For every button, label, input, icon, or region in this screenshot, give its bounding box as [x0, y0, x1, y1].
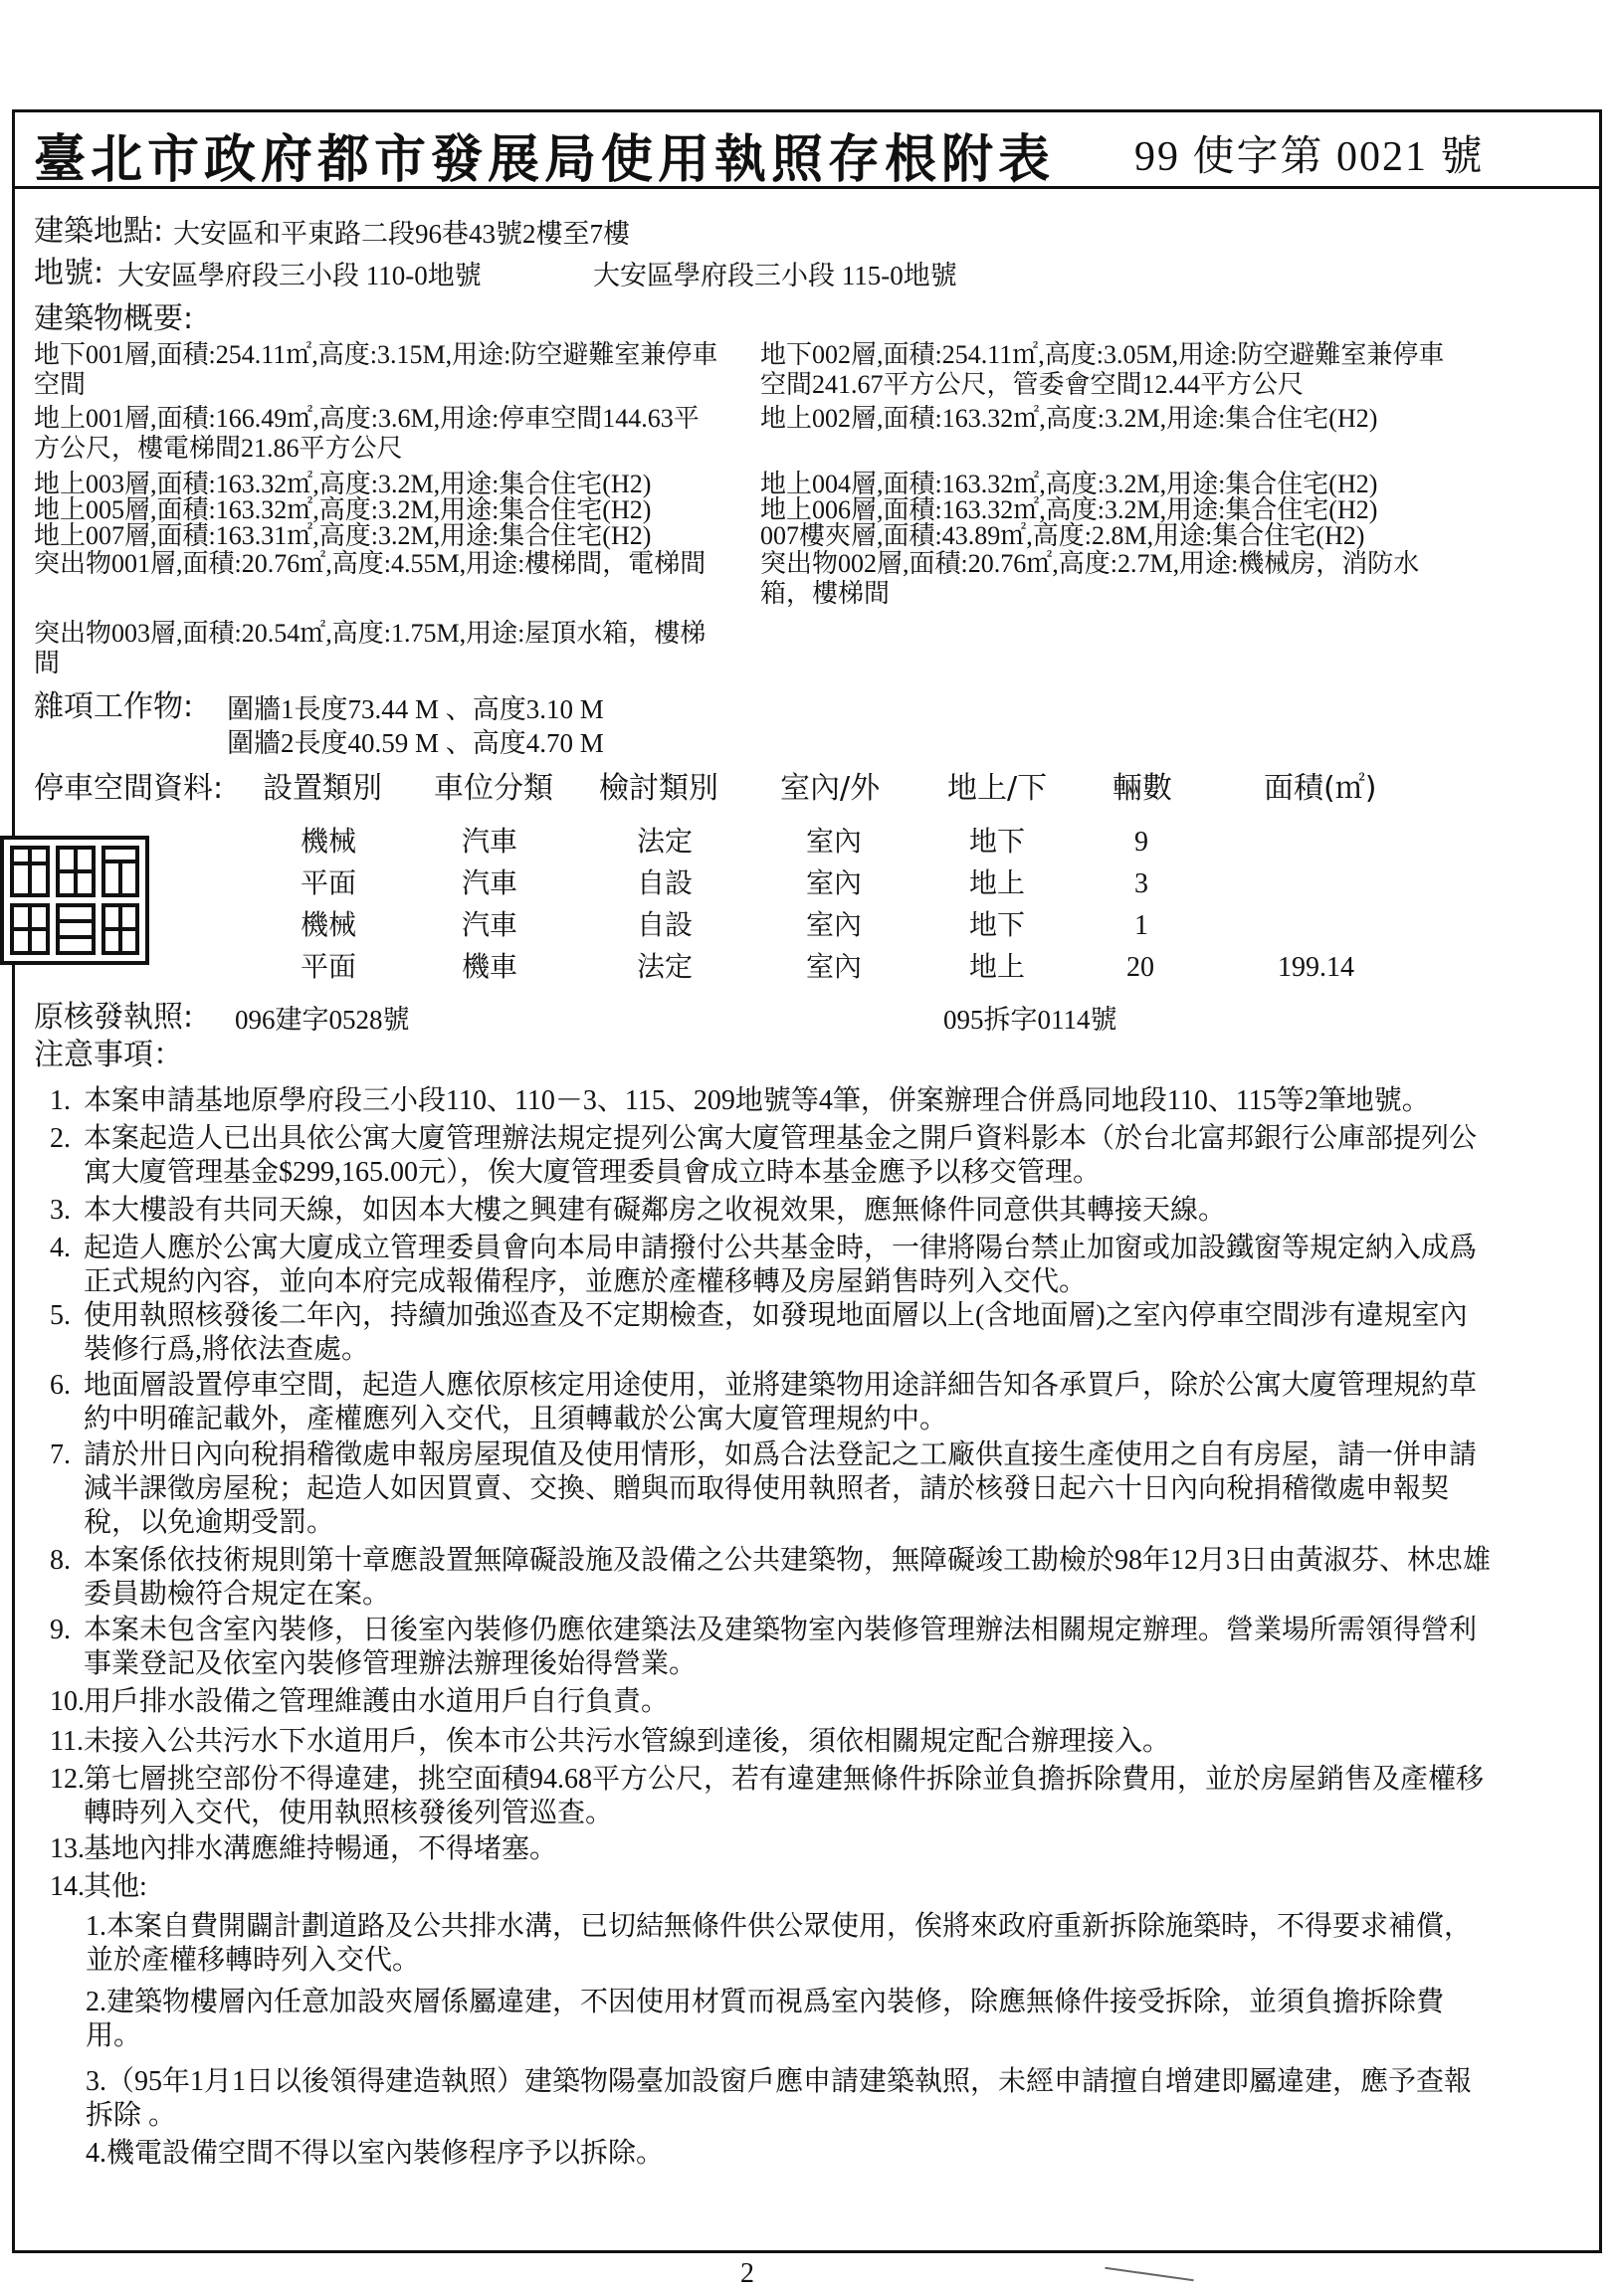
- parking-cell: 汽車: [462, 827, 518, 858]
- note-item: [50, 1232, 1493, 1299]
- note-item: [50, 1725, 1493, 1759]
- note-text: 本案起造人已出具依公寓大廈管理辦法規定提列公寓大廈管理基金之開戶資料影本（於台北富邦銀行公庫部提列公寓大廈管理基金$299,165.00元），俟大廈管理委員會成立時本基金應予以移交管理。: [84, 1123, 1478, 1188]
- note-number: 7.: [50, 1439, 71, 1470]
- lot-label: 地號:: [34, 256, 104, 290]
- parking-cell: 地下: [969, 827, 1026, 858]
- note-item: [50, 1438, 1493, 1540]
- parking-cell: 1: [1134, 910, 1148, 941]
- note-text: 本大樓設有共同天線，如因本大樓之興建有礙鄰房之收視效果，應無條件同意供其轉接天線。: [84, 1195, 1227, 1226]
- parking-cell: 199.14: [1278, 952, 1354, 983]
- parking-cell: 地下: [969, 910, 1026, 941]
- note-number: 3.: [50, 1195, 71, 1226]
- other-sub-item: 2.建築物樓層內任意加設夾層係屬違建，不因使用材質而視爲室內裝修，除應無條件接受拆除，並須負擔拆除費用。: [86, 1987, 1445, 2051]
- note-item: [50, 1870, 1493, 1904]
- parking-cell: 自設: [637, 910, 694, 941]
- parking-col-level: 地上/下: [947, 771, 1048, 806]
- note-number: 9.: [50, 1615, 71, 1645]
- parking-cell: 平面: [301, 952, 357, 983]
- floor-5f: 地上005層,面積:163.32㎡,高度:3.2M,用途:集合住宅(H2): [34, 495, 652, 524]
- parking-cell: 地上: [969, 952, 1026, 983]
- parking-cell: 汽車: [462, 868, 518, 899]
- floor-b2: 地下002層,面積:254.11㎡,高度:3.05M,用途:防空避難室兼停車: [760, 340, 1445, 369]
- note-item: [50, 1544, 1493, 1612]
- roof-r3-cont: 間: [34, 649, 61, 677]
- note-number: 4.: [50, 1233, 71, 1263]
- original-permit-label: 原核發執照:: [34, 1000, 194, 1035]
- lot-value-2: 大安區學府段三小段 115-0地號: [593, 261, 957, 290]
- note-text: 本案未包含室內裝修，日後室內裝修仍應依建築法及建築物室內裝修管理辦法相關規定辦理。營業場所需領得營利事業登記及依室內裝修管理辦法辦理後始得營業。: [84, 1615, 1478, 1679]
- note-item: [50, 1194, 1493, 1228]
- note-item: [50, 1369, 1493, 1436]
- parking-cell: 自設: [637, 868, 694, 899]
- parking-cell: 20: [1126, 952, 1154, 983]
- other-sub-item: 3.（95年1月1日以後領得建造執照）建築物陽臺加設窗戶應申請建築執照，未經申請擅自增建即屬違建，應予查報拆除 。: [86, 2066, 1473, 2131]
- notes-heading: 注意事項：: [34, 1038, 183, 1072]
- floor-3f: 地上003層,面積:163.32㎡,高度:3.2M,用途:集合住宅(H2): [34, 470, 652, 498]
- permit-number: 99 使字第 0021 號: [1134, 134, 1485, 180]
- note-item: [50, 1122, 1493, 1190]
- parking-cell: 室內: [806, 868, 863, 899]
- note-number: 2.: [50, 1123, 71, 1154]
- note-number: 12.: [50, 1764, 85, 1795]
- roof-r1: 突出物001層,面積:20.76㎡,高度:4.55M,用途:樓梯間，電梯間: [34, 549, 707, 578]
- original-permit-2: 095拆字0114號: [943, 1005, 1117, 1035]
- note-item: [50, 1084, 1493, 1118]
- parking-col-review: 檢討類別: [599, 771, 718, 806]
- page-number: 2: [740, 2258, 754, 2289]
- scan-mark: [1105, 2267, 1193, 2282]
- misc-heading: 雜項工作物:: [34, 689, 194, 724]
- parking-cell: 室內: [806, 910, 863, 941]
- parking-col-type: 設置類別: [263, 771, 382, 806]
- floor-b1: 地下001層,面積:254.11㎡,高度:3.15M,用途:防空避難室兼停車: [34, 340, 718, 369]
- note-number: 10.: [50, 1686, 85, 1717]
- original-permit-1: 096建字0528號: [235, 1005, 410, 1035]
- parking-cell: 地上: [969, 868, 1026, 899]
- note-text: 本案係依技術規則第十章應設置無障礙設施及設備之公共建築物，無障礙竣工勘檢於98年12月3日由黃淑芬、林忠雄委員勘檢符合規定在案。: [84, 1545, 1492, 1610]
- parking-cell: 室內: [806, 952, 863, 983]
- parking-col-indoor: 室內/外: [780, 771, 881, 806]
- note-text: 起造人應於公寓大廈成立管理委員會向本局申請撥付公共基金時，一律將陽台禁止加窗或加設鐵窗等規定納入成爲正式規約內容，並向本府完成報備程序，並應於產權移轉及房屋銷售時列入交代。: [84, 1233, 1478, 1297]
- note-text: 基地內排水溝應維持暢通，不得堵塞。: [84, 1833, 558, 1864]
- official-seal: [0, 836, 149, 965]
- seal-glyphs: [4, 840, 145, 961]
- note-number: 13.: [50, 1833, 85, 1864]
- roof-r2-cont: 箱，樓梯間: [760, 579, 891, 608]
- overview-heading: 建築物概要:: [34, 301, 194, 336]
- parking-cell: 汽車: [462, 910, 518, 941]
- floor-7f: 地上007層,面積:163.31㎡,高度:3.2M,用途:集合住宅(H2): [34, 521, 652, 550]
- other-sub-item: 1.本案自費開闢計劃道路及公共排水溝，已切結無條件供公眾使用，俟將來政府重新拆除施築時，不得要求補償，並於產權移轉時列入交代。: [86, 1911, 1473, 1976]
- parking-col-vehicle: 車位分類: [434, 771, 553, 806]
- parking-col-count: 輛數: [1112, 771, 1172, 806]
- note-number: 11.: [50, 1726, 84, 1757]
- note-text: 地面層設置停車空間，起造人應依原核定用途使用，並將建築物用途詳細告知各承買戶，除於公寓大廈管理規約草約中明確記載外，產權應列入交代，且須轉載於公寓大廈管理規約中。: [84, 1370, 1478, 1435]
- roof-r2: 突出物002層,面積:20.76㎡,高度:2.7M,用途:機械房，消防水: [760, 549, 1420, 578]
- floor-b1-cont: 空間: [34, 370, 87, 399]
- roof-r3: 突出物003層,面積:20.54㎡,高度:1.75M,用途:屋頂水箱，樓梯: [34, 619, 707, 648]
- parking-cell: 3: [1134, 868, 1148, 899]
- note-number: 14.: [50, 1871, 85, 1902]
- note-text: 未接入公共污水下水道用戶，俟本市公共污水管線到達後，須依相關規定配合辦理接入。: [84, 1726, 1171, 1757]
- note-text: 用戶排水設備之管理維護由水道用戶自行負責。: [84, 1686, 670, 1717]
- note-text: 第七層挑空部份不得違建，挑空面積94.68平方公尺，若有違建無條件拆除並負擔拆除費用，並於房屋銷售及產權移轉時列入交代，使用執照核發後列管巡查。: [84, 1764, 1485, 1828]
- wall-1: 圍牆1長度73.44 M 、高度3.10 M: [227, 694, 604, 724]
- note-item: [50, 1685, 1493, 1719]
- parking-cell: 機械: [301, 910, 357, 941]
- other-sub-item: 4.機電設備空間不得以室內裝修程序予以拆除。: [86, 2138, 665, 2169]
- parking-cell: 9: [1134, 827, 1148, 858]
- floor-7f-mezzanine: 007樓夾層,面積:43.89㎡,高度:2.8M,用途:集合住宅(H2): [760, 521, 1365, 550]
- note-number: 1.: [50, 1085, 71, 1116]
- floor-6f: 地上006層,面積:163.32㎡,高度:3.2M,用途:集合住宅(H2): [760, 495, 1378, 524]
- note-text: 本案申請基地原學府段三小段110、110－3、115、209地號等4筆，併案辦理合併爲同地段110、115等2筆地號。: [84, 1085, 1430, 1116]
- lot-value-1: 大安區學府段三小段 110-0地號: [117, 261, 482, 290]
- note-item: [50, 1299, 1493, 1367]
- title-row: [12, 109, 1602, 189]
- note-text: 使用執照核發後二年內，持續加強巡查及不定期檢查，如發現地面層以上(含地面層)之室內停車空間涉有違規室內裝修行爲,將依法查處。: [84, 1300, 1468, 1365]
- location-value: 大安區和平東路二段96巷43號2樓至7樓: [173, 219, 630, 249]
- parking-cell: 法定: [637, 952, 694, 983]
- note-item: [50, 1832, 1493, 1866]
- document-title: 臺北市政府都市發展局使用執照存根附表: [34, 130, 1056, 190]
- location-label: 建築地點:: [34, 214, 164, 249]
- parking-cell: 機械: [301, 827, 357, 858]
- parking-cell: 法定: [637, 827, 694, 858]
- note-item: [50, 1614, 1493, 1681]
- floor-2f: 地上002層,面積:163.32㎡,高度:3.2M,用途:集合住宅(H2): [760, 404, 1378, 433]
- parking-heading: 停車空間資料:: [34, 771, 224, 806]
- note-number: 5.: [50, 1300, 71, 1331]
- parking-cell: 室內: [806, 827, 863, 858]
- floor-4f: 地上004層,面積:163.32㎡,高度:3.2M,用途:集合住宅(H2): [760, 470, 1378, 498]
- parking-cell: 機車: [462, 952, 518, 983]
- note-number: 6.: [50, 1370, 71, 1401]
- note-item: [50, 1763, 1493, 1830]
- wall-2: 圍牆2長度40.59 M 、高度4.70 M: [227, 728, 604, 758]
- parking-col-area: 面積(㎡): [1264, 771, 1377, 806]
- note-number: 8.: [50, 1545, 71, 1576]
- parking-cell: 平面: [301, 868, 357, 899]
- floor-b2-cont: 空間241.67平方公尺，管委會空間12.44平方公尺: [760, 370, 1305, 399]
- floor-1f: 地上001層,面積:166.49㎡,高度:3.6M,用途:停車空間144.63平: [34, 404, 700, 433]
- note-text: 請於卅日內向稅捐稽徵處申報房屋現值及使用情形，如爲合法登記之工廠供直接生產使用之自有房屋，請一併申請減半課徵房屋稅；起造人如因買賣、交換、贈與而取得使用執照者，請於核發日起六十日內向稅捐稽徵處申報契稅，以免逾期受罰。: [84, 1439, 1478, 1538]
- floor-1f-cont: 方公尺，樓電梯間21.86平方公尺: [34, 434, 403, 463]
- note-text: 其他:: [84, 1871, 147, 1902]
